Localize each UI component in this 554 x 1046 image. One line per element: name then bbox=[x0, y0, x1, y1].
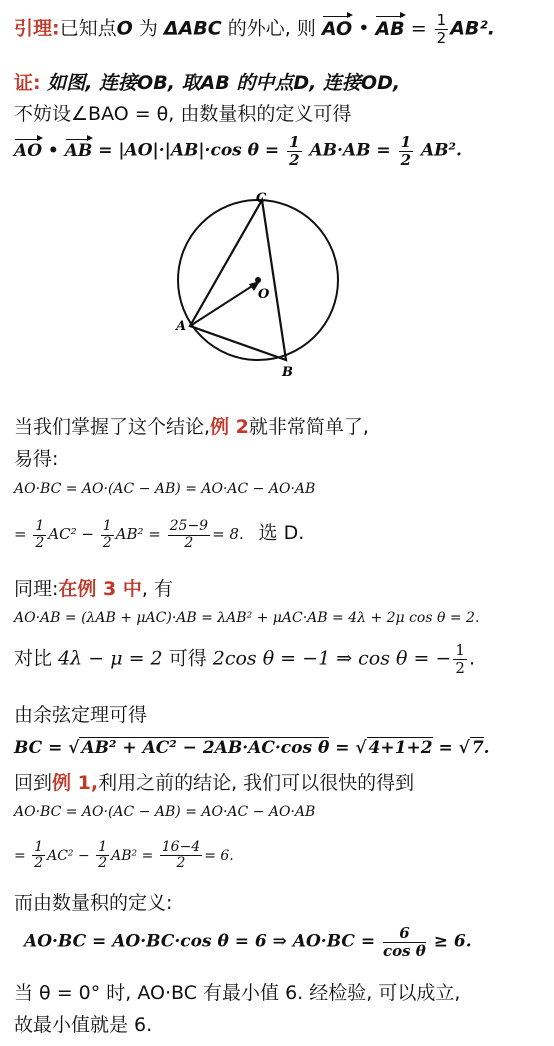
ex2-eq2: = $\frac{1}{2}$ AC² − $\frac{1}{2}$ AB² = $\frac{25-9}{2}$ = 8. 选 D. bbox=[14, 518, 305, 551]
ex1-conclusion-1: 当 θ = 0° 时, AO·BC 有最小值 6. 经检验, 可以成立, bbox=[14, 982, 461, 1004]
proof-formula: AO • AB = |AO|·|AB|·cos θ = $\frac{1}{2}$ AB·AB = $\frac{1}{2}$ AB². bbox=[14, 133, 462, 169]
label-b: B bbox=[282, 365, 293, 380]
ex3-cosine-law: 由余弦定理可得 bbox=[14, 704, 148, 726]
triangle-abc bbox=[190, 200, 286, 360]
proof-tag: 证: bbox=[14, 72, 41, 94]
ex1-final: AO·BC = AO·BC·cos θ = 6 ⇒ AO·BC = $\frac{6}{\text{cos θ}}$ ≥ 6. bbox=[24, 924, 472, 960]
ex1-def: 而由数量积的定义: bbox=[14, 892, 173, 914]
lemma-tag: 引理: bbox=[14, 17, 60, 40]
circumcircle-figure bbox=[168, 188, 368, 388]
ex3-eq1: AO·AB = (λAB + μAC)·AB = λAB² + μAC·AB = 4λ + 2μ cos θ = 2. bbox=[14, 610, 480, 626]
ex2-intro: 当我们掌握了这个结论,例 2就非常简单了, bbox=[14, 416, 369, 438]
ex1-intro: 回到例 1,利用之前的结论, 我们可以很快的得到 bbox=[14, 772, 415, 794]
proof-line-1: 证: 如图, 连接OB, 取AB 的中点D, 连接OD, bbox=[14, 72, 401, 94]
center-point bbox=[255, 277, 261, 283]
vector-ao bbox=[190, 281, 260, 326]
ex1-conclusion-2: 故最小值就是 6. bbox=[14, 1014, 153, 1036]
ex2-eq1: AO·BC = AO·(AC − AB) = AO·AC − AO·AB bbox=[14, 481, 316, 497]
label-c: C bbox=[256, 191, 267, 206]
ex1-eq2: = $\frac{1}{2}$ AC² − $\frac{1}{2}$ AB² = $\frac{16-4}{2}$ = 6. bbox=[14, 839, 234, 872]
proof-line-2: 不妨设∠BAO = θ, 由数量积的定义可得 bbox=[14, 103, 352, 125]
label-a: A bbox=[176, 319, 187, 334]
ex3-bc: BC = √ AB² + AC² − 2AB·AC·cos θ = √ 4+1+2 = √ 7. bbox=[14, 738, 490, 758]
ex3-compare: 对比 4λ − μ = 2 可得 2cos θ = −1 ⇒ cos θ = − $\frac{1}{2}$ . bbox=[14, 641, 475, 677]
lemma-line: 引理:已知点O 为 ΔABC 的外心, 则 AO • AB = $\frac{1}{2}$ AB². bbox=[14, 11, 495, 47]
half-fraction: $\frac{1}{2}$ bbox=[436, 11, 447, 47]
ex3-intro: 同理:在例 3 中, 有 bbox=[14, 578, 173, 600]
label-o: O bbox=[258, 287, 270, 302]
ex1-eq1: AO·BC = AO·(AC − AB) = AO·AC − AO·AB bbox=[14, 804, 316, 820]
ex2-easy: 易得: bbox=[14, 448, 59, 470]
